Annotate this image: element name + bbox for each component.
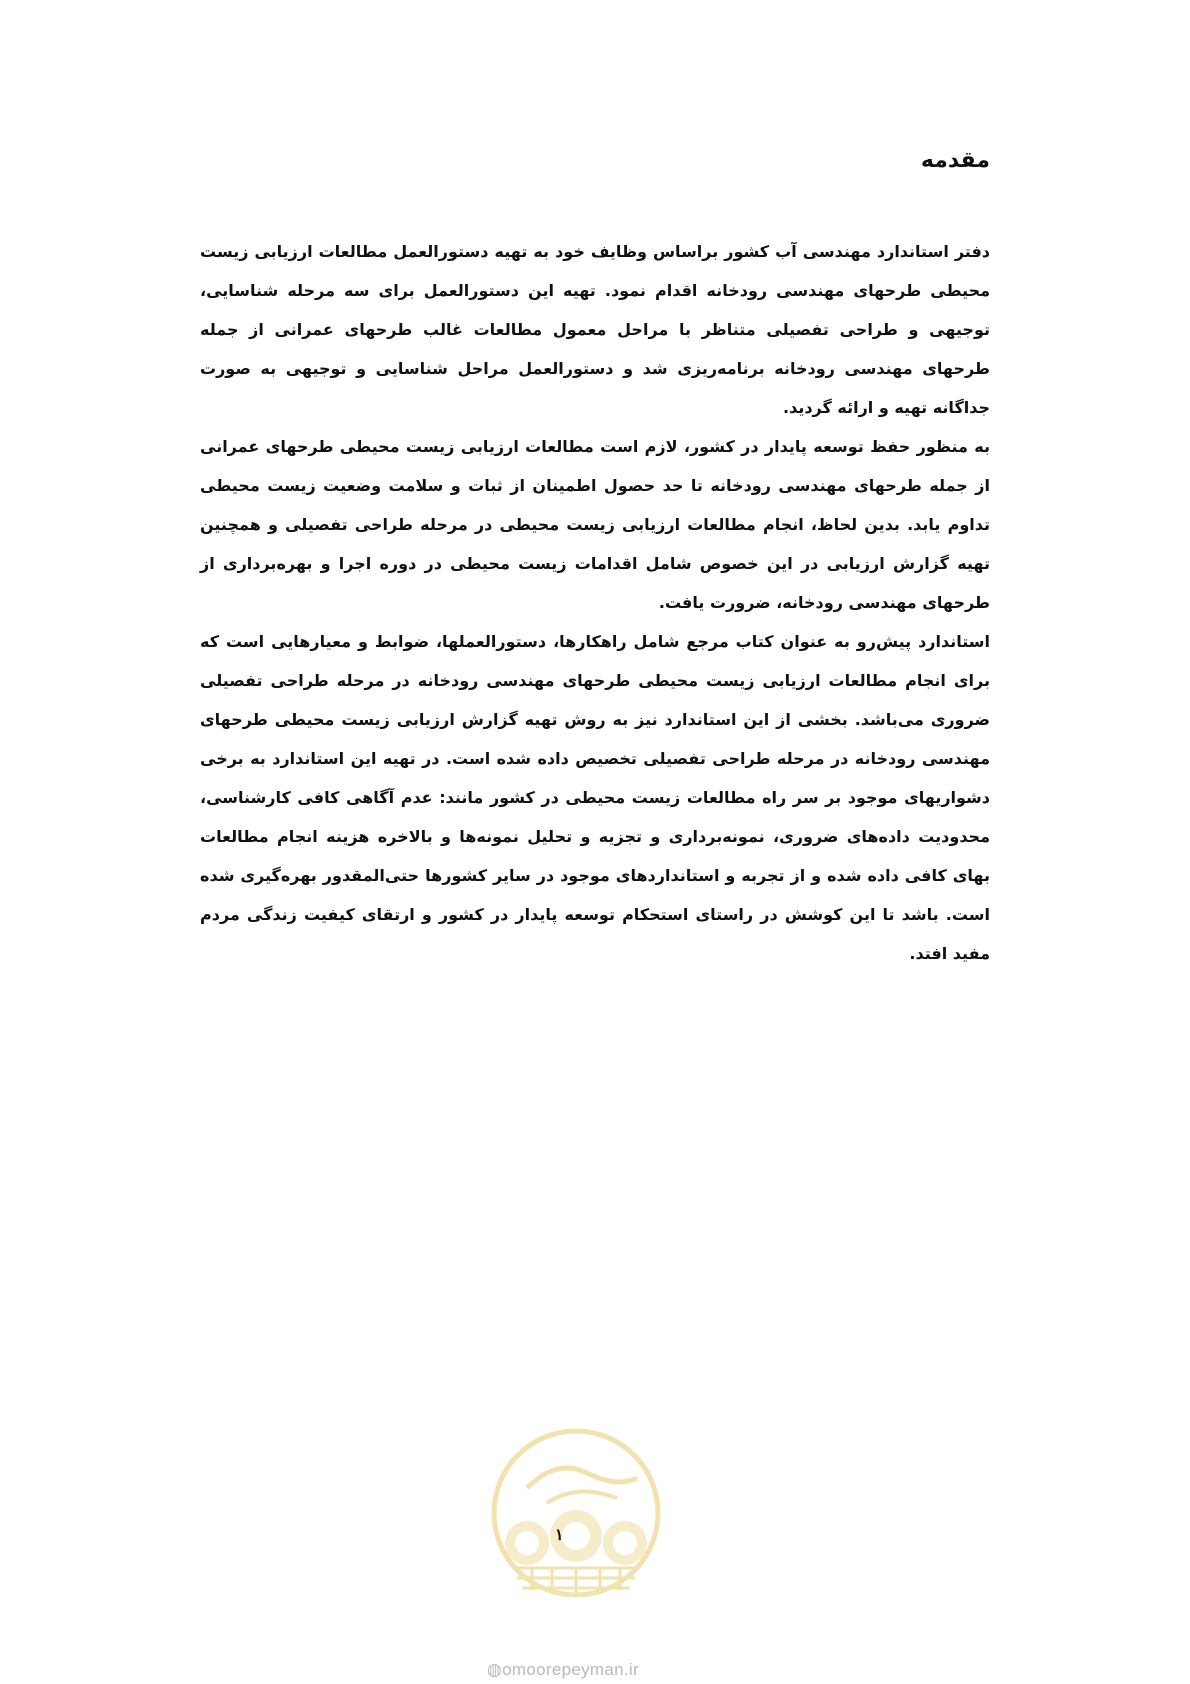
page-number: ۱ [555, 1525, 564, 1544]
paragraph: استاندارد پیش‌رو به عنوان کتاب مرجع شامل راهکارها، دستورالعملها، ضوابط و معیارهایی است که برای انجام مطالعات ارزیابی زیست محیطی طرحهای مهندسی رودخانه در مرحله طراحی تفصیلی ضروری می‌باشد. بخشی از این استاندارد نیز به روش تهیه گزارش ارزیابی زیست محیطی طرحهای مهندسی رودخانه در مرحله طراحی تفصیلی تخصیص داده شده است. در تهیه این استاندارد به برخی دشواریهای موجود بر سر راه مطالعات زیست محیطی در کشور مانند: عدم آگاهی کافی کارشناسی، محدودیت داده‌های ضروری، نمونه‌برداری و تجزیه و تحلیل نمونه‌ها و بالاخره هزینه انجام مطالعات بهای کافی داده شده و از تجربه و استانداردهای موجود در سایر کشورها حتی‌المقدور بهره‌گیری شده است. باشد تا این کوشش در راستای استحکام توسعه پایدار در کشور و ارتقای کیفیت زندگی مردم مفید افتد. [200, 632, 990, 963]
paragraph: به منظور حفظ توسعه پایدار در کشور، لازم است مطالعات ارزیابی زیست محیطی طرحهای عمرانی از جمله طرحهای مهندسی رودخانه تا حد حصول اطمینان از ثبات و سلامت وضعیت زیست محیطی تداوم یابد. بدین لحاظ، انجام مطالعات ارزیابی زیست محیطی در مرحله طراحی تفصیلی و همچنین تهیه گزارش ارزیابی در این خصوص شامل اقدامات زیست محیطی در دوره اجرا و بهره‌برداری از طرحهای مهندسی رودخانه، ضرورت یافت. [200, 437, 990, 612]
watermark-url: ◍omoorepeyman.ir [487, 1660, 639, 1679]
globe-icon: ◍ [487, 1660, 503, 1679]
body-text [200, 232, 990, 973]
paragraph: دفتر استاندارد مهندسی آب کشور براساس وظایف خود به تهیه دستورالعمل مطالعات ارزیابی زیست محیطی طرحهای مهندسی رودخانه اقدام نمود. تهیه این دستورالعمل برای سه مرحله شناسایی، توجیهی و طراحی تفصیلی متناظر با مراحل معمول مطالعات غالب طرحهای عمرانی از جمله طرحهای مهندسی رودخانه برنامه‌ریزی شد و دستورالعمل مراحل شناسایی و توجیهی به صورت جداگانه تهیه و ارائه گردید. [200, 242, 990, 417]
page-title: مقدمه [920, 148, 990, 173]
watermark-logo [487, 1418, 665, 1650]
